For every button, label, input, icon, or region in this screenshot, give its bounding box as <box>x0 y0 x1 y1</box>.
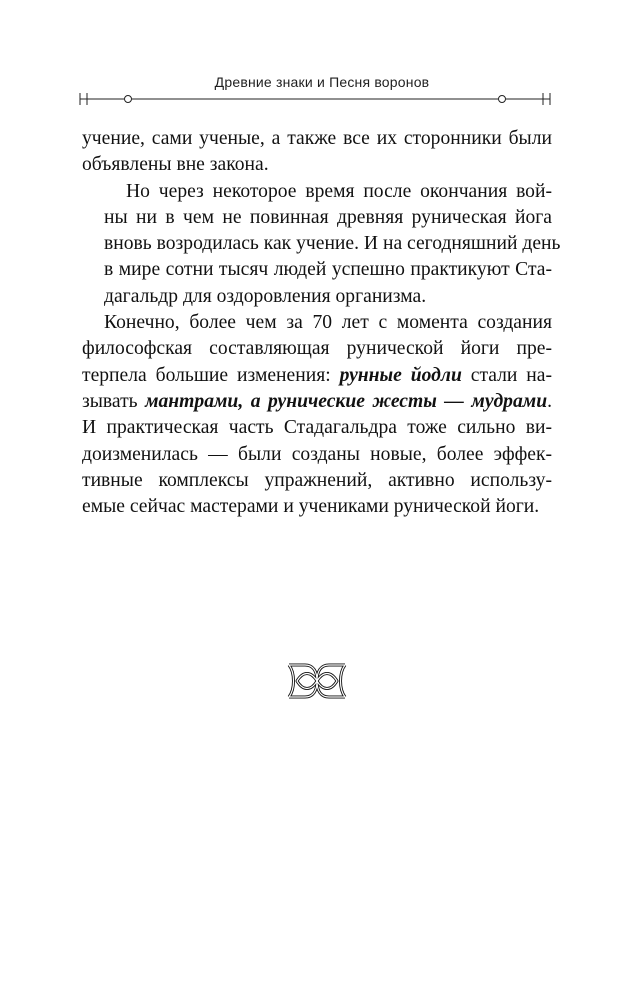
text-line: дагальдр для оздоровления организма. <box>104 285 427 307</box>
text-line: вновь возродилась как учение. И на сегодняшний день <box>104 233 561 255</box>
text-line: Но через некоторое время после окончания вой- <box>126 180 552 202</box>
celtic-knot-icon <box>285 661 349 701</box>
text-line: в мире сотни тысяч людей успешно практикуют Ста- <box>104 259 552 281</box>
text-line <box>82 363 552 389</box>
text-line: философская составляющая рунической йоги пре- <box>82 338 552 360</box>
text-line: доизменилась — были созданы новые, более эффек- <box>82 443 552 465</box>
header-rule <box>78 90 552 108</box>
text-line: объявлены вне закона. <box>82 154 269 176</box>
emphasis-rune-yodels: рунные йодли <box>339 364 462 386</box>
text-line: И практическая часть Стадагальдра тоже сильно ви- <box>82 417 552 439</box>
text-line: учение, сами ученые, а также все их сторонники были <box>82 128 552 149</box>
text-line <box>82 389 552 415</box>
paragraph-1 <box>82 126 552 179</box>
text-run: зывать <box>82 390 146 412</box>
text-run: терпела большие изменения: <box>82 364 340 386</box>
running-header-title: Древние знаки и Песня воронов <box>214 74 430 90</box>
paragraph-2 <box>82 179 561 310</box>
text-line: тивные комплексы упражнений, активно использу- <box>82 469 552 491</box>
text-run: стали на- <box>461 364 552 386</box>
paragraph-3 <box>82 310 552 520</box>
emphasis-mantras-mudras: мантрами, а рунические жесты — мудрами <box>145 390 548 412</box>
body-text <box>82 126 561 520</box>
text-run: . <box>547 390 552 412</box>
text-line: Конечно, более чем за 70 лет с момента создания <box>104 312 552 334</box>
text-line: емые сейчас мастерами и учениками рунической йоги. <box>82 496 540 518</box>
text-line: ны ни в чем не повинная древняя руническая йога <box>104 206 552 228</box>
